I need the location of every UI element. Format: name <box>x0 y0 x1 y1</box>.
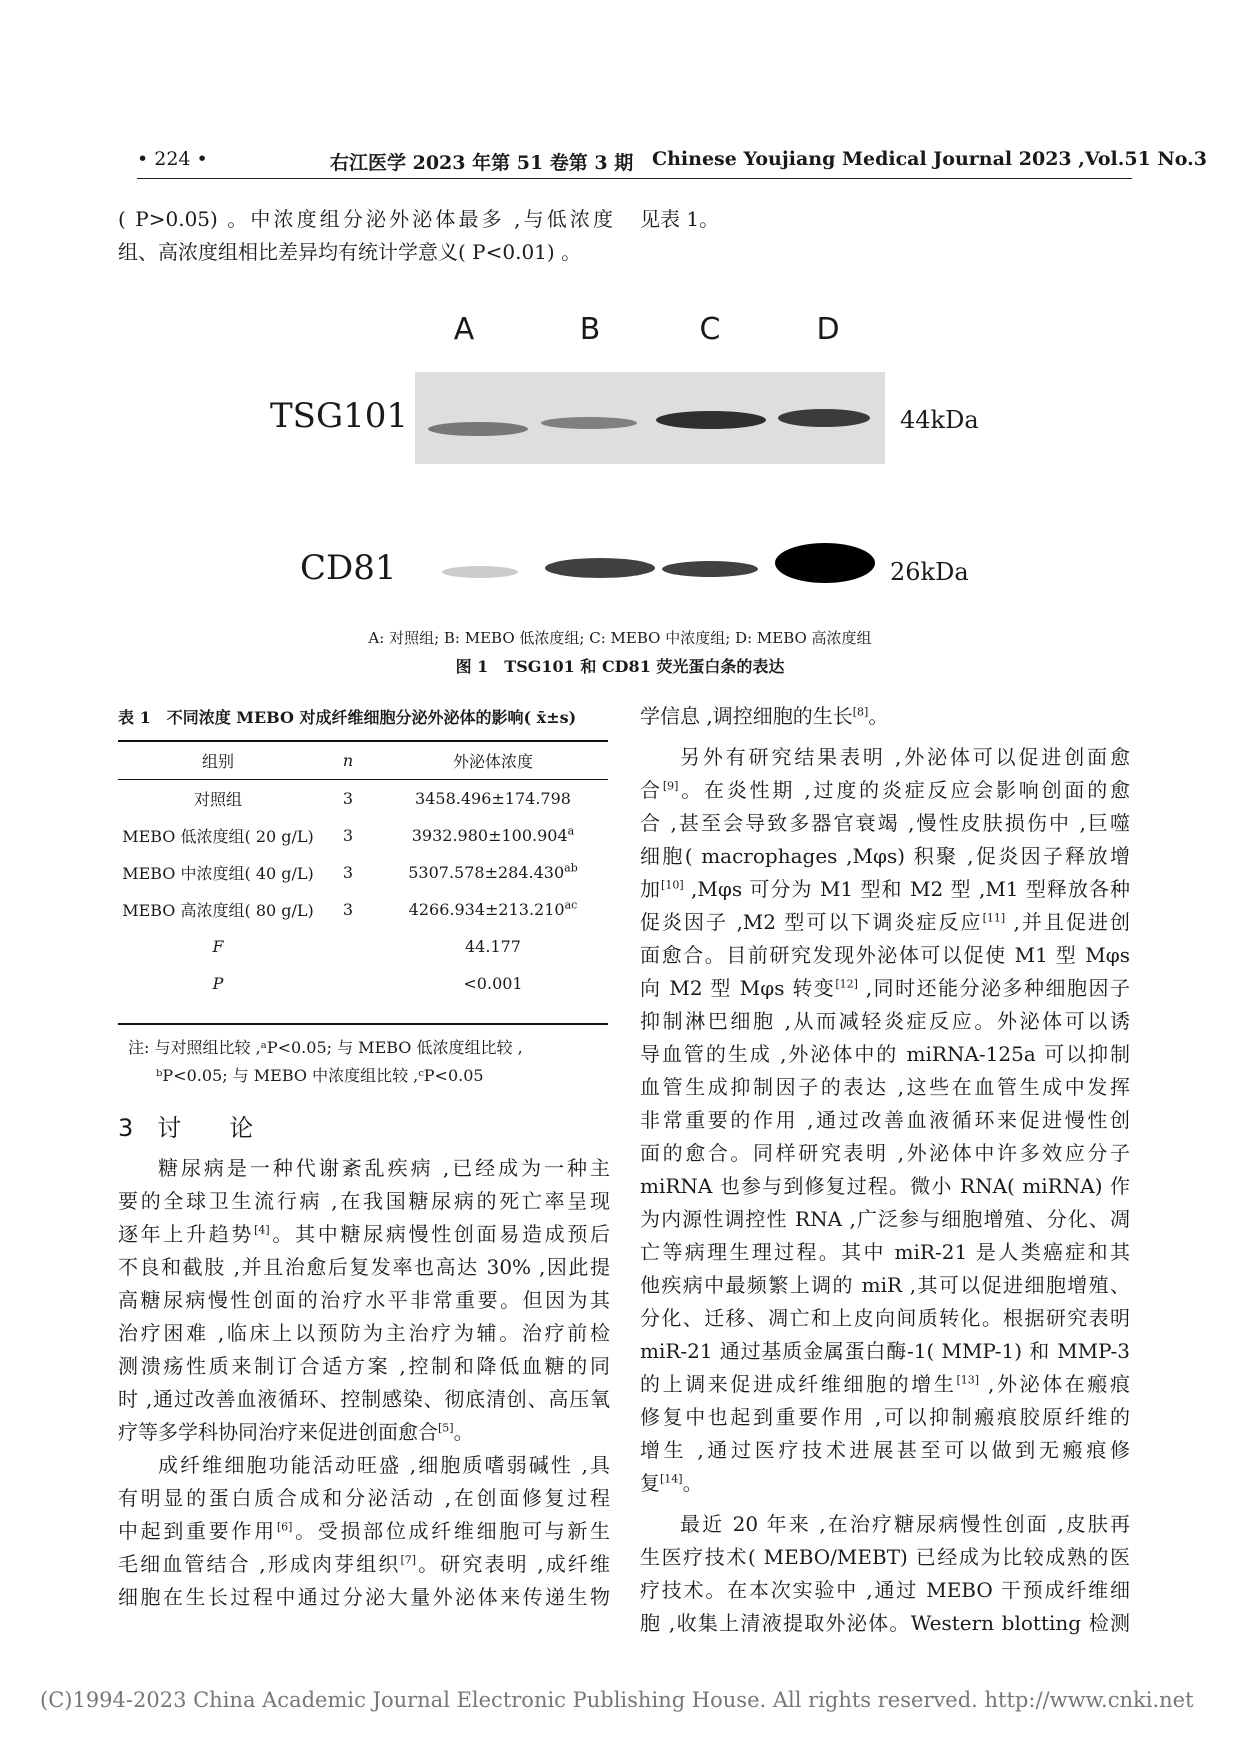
text-line: 亡等病理生理过程。其中 miR-21 是人类癌症和其 <box>640 1240 1130 1264</box>
table-bottom-rule <box>118 1023 608 1025</box>
citation-ref: [14] <box>660 1472 683 1486</box>
text-line <box>640 972 1130 1005</box>
top-right-text: 见表 1。 <box>640 207 720 231</box>
text-line: 治疗困难 ,临床上以预防为主治疗为辅。治疗前检 <box>118 1321 610 1345</box>
journal-title-cn: 右江医学 2023 年第 51 卷第 3 期 <box>330 152 634 174</box>
journal-title-en: Chinese Youjiang Medical Journal 2023 ,Vol.51 No.3 <box>652 148 1207 170</box>
significance-mark: a <box>567 824 575 838</box>
text-line: 胞 ,收集上清液提取外泌体。Western blotting 检测 <box>640 1611 1130 1635</box>
text-line: 增生 ,通过医疗技术进展甚至可以做到无瘢痕修 <box>640 1438 1130 1462</box>
text-run: 。 <box>868 704 889 728</box>
kda-cd81: 26kDa <box>890 558 969 586</box>
text-line: 非常重要的作用 ,通过改善血液循环来促进慢性创 <box>640 1108 1130 1132</box>
lane-label-d: D <box>816 312 840 347</box>
cell-n <box>318 780 378 818</box>
citation-ref: [11] <box>982 911 1006 925</box>
text-run: 逐年上升趋势 <box>118 1222 255 1246</box>
cell-text: MEBO 高浓度组( 80 g/L) <box>122 901 314 920</box>
citation-ref: [13] <box>956 1373 980 1387</box>
band-cd81-d <box>775 543 875 583</box>
text-line: 合 ,甚至会导致多器官衰竭 ,慢性皮肤损伤中 ,巨噬 <box>640 811 1130 835</box>
text-run: ,Mφs 可分为 M1 型和 M2 型 ,M1 型释放各种 <box>683 877 1130 901</box>
col-header-group: 组别 <box>201 752 234 771</box>
right-column <box>640 700 1130 1640</box>
text-run: 。 <box>453 1420 474 1444</box>
text-line <box>118 1416 610 1449</box>
citation-ref: [4] <box>254 1223 270 1237</box>
text-line: 抑制淋巴细胞 ,从而减轻炎症反应。外泌体可以诱 <box>640 1009 1130 1033</box>
cell-concentration <box>378 817 608 854</box>
text-line: 时 ,通过改善血液循环、控制感染、彻底清创、高压氧 <box>118 1387 610 1411</box>
text-line: 修复中也起到重要作用 ,可以抑制瘢痕胶原纤维的 <box>640 1405 1130 1429</box>
citation-ref: [10] <box>661 878 684 892</box>
cell-concentration <box>378 891 608 928</box>
copyright-footer: (C)1994-2023 China Academic Journal Electronic Publishing House. All rights reserved. http://www.cnki.net <box>40 1688 1194 1712</box>
significance-mark: ab <box>564 861 578 875</box>
text-line <box>640 700 1130 733</box>
cell-n <box>318 854 378 891</box>
page-number: • 224 • <box>137 148 208 170</box>
text-run: 。其中糖尿病慢性创面易造成预后 <box>269 1222 611 1246</box>
text-line <box>118 1218 610 1251</box>
cell-group <box>118 780 318 818</box>
lane-label-c: C <box>699 312 721 347</box>
text-line: 组、高浓度组相比差异均有统计学意义( P<0.01) 。 <box>118 240 582 264</box>
cell-text: 3 <box>342 789 354 808</box>
table-row <box>118 817 608 854</box>
citation-ref: [6] <box>276 1520 293 1534</box>
text-line: 另外有研究结果表明 ,外泌体可以促进创面愈 <box>680 745 1130 769</box>
stat-spacer <box>318 928 378 965</box>
cell-concentration <box>378 854 608 891</box>
table-note-line1: 注: 与对照组比较 ,ᵃP<0.05; 与 MEBO 低浓度组比较 , <box>128 1038 523 1057</box>
text-line <box>640 873 1130 906</box>
kda-tsg101: 44kDa <box>900 406 979 434</box>
text-line: ( P>0.05) 。中浓度组分泌外泌体最多 ,与低浓度 <box>118 207 613 231</box>
cell-group <box>118 891 318 928</box>
header-rule <box>137 178 1132 179</box>
cell-text: MEBO 中浓度组( 40 g/L) <box>122 864 314 883</box>
blot-panel-cd81 <box>430 520 880 610</box>
cell-text: 4266.934±213.210 <box>408 900 565 919</box>
band-cd81-a <box>442 566 518 578</box>
cell-text: 3458.496±174.798 <box>415 789 571 808</box>
figure-legend: A: 对照组; B: MEBO 低浓度组; C: MEBO 中浓度组; D: MEBO 高浓度组 <box>368 629 872 647</box>
text-run: ,外泌体在瘢痕 <box>979 1372 1131 1396</box>
text-line <box>640 774 1130 807</box>
text-line: 测溃疡性质来制订合适方案 ,控制和降低血糖的同 <box>118 1354 610 1378</box>
band-tsg101-b <box>541 417 637 429</box>
stat-name: F <box>212 937 224 956</box>
text-run: 的上调来促进成纤维细胞的增生 <box>640 1372 957 1396</box>
text-run: 学信息 ,调控细胞的生长 <box>640 704 853 728</box>
text-run: 。 <box>682 1471 703 1495</box>
blot-panel-tsg101 <box>415 372 885 464</box>
text-line: 有明显的蛋白质合成和分泌活动 ,在创面修复过程 <box>118 1486 610 1510</box>
citation-ref: [5] <box>438 1421 454 1435</box>
table-row <box>118 854 608 891</box>
cell-text: 3 <box>342 826 354 845</box>
band-tsg101-a <box>428 422 528 436</box>
table-row <box>118 780 608 818</box>
cell-text: 3 <box>342 900 354 919</box>
text-line: 高糖尿病慢性创面的治疗水平非常重要。但因为其 <box>118 1288 610 1312</box>
text-line: 生医疗技术( MEBO/MEBT) 已经成为比较成熟的医 <box>640 1545 1130 1569</box>
text-line: 血管生成抑制因子的表达 ,这些在血管生成中发挥 <box>640 1075 1130 1099</box>
blot-label-tsg101: TSG101 <box>270 396 409 436</box>
text-line: 要的全球卫生流行病 ,在我国糖尿病的死亡率呈现 <box>118 1189 610 1213</box>
significance-mark: ac <box>564 898 578 912</box>
stat-value: 44.177 <box>465 937 521 956</box>
text-line: miR-21 通过基质金属蛋白酶-1( MMP-1) 和 MMP-3 <box>640 1339 1130 1363</box>
text-run: 。在炎性期 ,过度的炎症反应会影响创面的愈 <box>678 778 1131 802</box>
text-line: 导血管的生成 ,外泌体中的 miRNA-125a 可以抑制 <box>640 1042 1130 1066</box>
section-heading: 3 讨 论 <box>118 1114 254 1142</box>
text-line: 他疾病中最频繁上调的 miR ,其可以促进细胞增殖、 <box>640 1273 1130 1297</box>
text-line: 最近 20 年来 ,在治疗糖尿病慢性创面 ,皮肤再 <box>680 1512 1130 1536</box>
text-line: 细胞在生长过程中通过分泌大量外泌体来传递生物 <box>118 1585 610 1609</box>
text-run: 合 <box>640 778 663 802</box>
text-line <box>118 1515 610 1548</box>
table-row <box>118 891 608 928</box>
citation-ref: [8] <box>852 705 869 719</box>
stats-row <box>118 965 608 1002</box>
text-run: ,并且促进创 <box>1005 910 1131 934</box>
data-table <box>118 740 608 1002</box>
text-run: 毛细血管结合 ,形成肉芽组织 <box>118 1552 401 1576</box>
text-line: 细胞( macrophages ,Mφs) 积聚 ,促炎因子释放增 <box>640 844 1130 868</box>
cell-text: 3932.980±100.904 <box>411 826 568 845</box>
text-run: 中起到重要作用 <box>118 1519 277 1543</box>
stat-name: P <box>212 974 224 993</box>
table-header-row <box>118 741 608 780</box>
cell-group <box>118 854 318 891</box>
cell-text: MEBO 低浓度组( 20 g/L) <box>122 827 314 846</box>
band-tsg101-c <box>656 411 766 429</box>
text-run: 向 M2 型 Mφs 转变 <box>640 976 836 1000</box>
figure-caption: 图 1 TSG101 和 CD81 荧光蛋白条的表达 <box>455 657 785 676</box>
cell-concentration <box>378 780 608 818</box>
cell-text: 3 <box>342 863 354 882</box>
col-header-concentration: 外泌体浓度 <box>452 752 533 771</box>
text-line <box>640 1368 1130 1401</box>
text-line: 成纤维细胞功能活动旺盛 ,细胞质嗜弱碱性 ,具 <box>158 1453 610 1477</box>
cell-text: 5307.578±284.430 <box>408 863 565 882</box>
text-line: 疗技术。在本次实验中 ,通过 MEBO 干预成纤维细 <box>640 1578 1130 1602</box>
text-run: 。研究表明 ,成纤维 <box>416 1552 610 1576</box>
cell-n <box>318 891 378 928</box>
text-line: miRNA 也参与到修复过程。微小 RNA( miRNA) 作 <box>640 1174 1130 1198</box>
text-line <box>118 1548 610 1581</box>
text-run: 加 <box>640 877 662 901</box>
text-line: 不良和截肢 ,并且治愈后复发率也高达 30% ,因此提 <box>118 1255 610 1279</box>
stat-spacer <box>318 965 378 1002</box>
band-cd81-b <box>545 558 655 578</box>
text-line: 糖尿病是一种代谢紊乱疾病 ,已经成为一种主 <box>158 1156 610 1180</box>
table-note-line2: ᵇP<0.05; 与 MEBO 中浓度组比较 ,ᶜP<0.05 <box>156 1066 484 1085</box>
text-line <box>640 1467 1130 1500</box>
stats-row <box>118 928 608 965</box>
lane-label-b: B <box>579 312 601 347</box>
stat-value: <0.001 <box>463 974 523 993</box>
cell-n <box>318 817 378 854</box>
text-run: 疗等多学科协同治疗来促进创面愈合 <box>118 1420 438 1444</box>
citation-ref: [9] <box>662 779 679 793</box>
lane-label-a: A <box>453 312 475 347</box>
citation-ref: [7] <box>400 1553 417 1567</box>
table-note <box>128 1034 523 1090</box>
text-line: 面的愈合。同样研究表明 ,外泌体中许多效应分子 <box>640 1141 1130 1165</box>
table-title: 表 1 不同浓度 MEBO 对成纤维细胞分泌外泌体的影响( x̄±s) <box>118 708 577 727</box>
text-line: 分化、迁移、凋亡和上皮向间质转化。根据研究表明 <box>640 1306 1130 1330</box>
cell-group <box>118 817 318 854</box>
cell-text: 对照组 <box>193 790 242 809</box>
band-tsg101-d <box>778 409 870 427</box>
text-line: 面愈合。目前研究发现外泌体可以促使 M1 型 Mφs <box>640 943 1130 967</box>
blot-label-cd81: CD81 <box>300 548 397 588</box>
left-column <box>118 1152 610 1614</box>
col-header-n: n <box>342 751 354 770</box>
text-line <box>640 906 1130 939</box>
text-run: 复 <box>640 1471 660 1495</box>
citation-ref: [12] <box>835 977 858 991</box>
text-run: 促炎因子 ,M2 型可以下调炎症反应 <box>640 910 983 934</box>
text-run: ,同时还能分泌多种细胞因子 <box>857 976 1130 1000</box>
text-run: 。受损部位成纤维细胞可与新生 <box>292 1519 611 1543</box>
text-line: 为内源性调控性 RNA ,广泛参与细胞增殖、分化、凋 <box>640 1207 1130 1231</box>
band-cd81-c <box>662 561 758 577</box>
top-left-text <box>118 203 613 269</box>
